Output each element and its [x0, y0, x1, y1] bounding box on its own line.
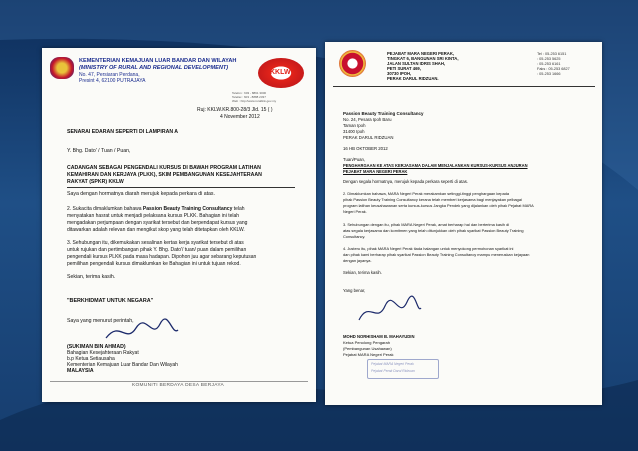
- paragraph-2-line-3: program latihan keusahawanan serta kursus-kursus Jangka Pendek yang dijalankan oleh pihak Pejabat MARA: [343, 203, 534, 208]
- yours-truly: Yang benar,: [343, 288, 366, 293]
- motto: "BERKHIDMAT UNTUK NEGARA": [67, 298, 154, 304]
- org-line-6: PERAK DARUL RIDZUAN.: [387, 76, 439, 81]
- footer-divider: [50, 381, 308, 382]
- signatory-dept: Bahagian Kesejahteraan Rakyat: [67, 350, 139, 356]
- paragraph-2-tail: telah: [233, 206, 245, 212]
- paragraph-3-line-2: atas segala kerjasama dan komitmen yang telah ditunjukkan oleh pihak syarikat Passion Beauty Training: [343, 228, 524, 233]
- signature-icon: [355, 294, 425, 328]
- signatory-office: Pejabat MARA Negeri Perak: [343, 352, 394, 357]
- greeting: Dengan segala hormatnya, merujuk kepada perkara seperti di atas.: [343, 179, 468, 184]
- signatory-name: (SUKIMAN BIN AHMAD): [67, 344, 126, 350]
- reference-number: Ruj: KKLW.KR.800-28/3 Jld. 15 ( ): [197, 107, 273, 113]
- letter-date: 4 November 2012: [220, 114, 260, 120]
- signatory-ministry: Kementerian Kemajuan Luar Bandar Dan Wilayah: [67, 362, 178, 368]
- paragraph-2-line-4: Negeri Perak.: [343, 209, 367, 214]
- ministry-fax: Telefax : 603 - 8888 2337: [232, 95, 266, 99]
- ministry-letter: [42, 48, 316, 402]
- paragraph-3-line-4: pemilihan pengendali kursus dimaklumkan ke Bahagian ini untuk tujuan rekod.: [67, 261, 241, 267]
- subject-line-2: PEJABAT MARA NEGERI PERAK: [343, 169, 408, 174]
- paragraph-3-line-2: untuk rujukan dan pertimbangan pihak Y. Bhg. Dato'/ tuan/ puan dalam pemilihan: [67, 247, 247, 253]
- ministry-name-en: (MINISTRY OF RURAL AND REGIONAL DEVELOPMENT): [79, 65, 229, 71]
- company-name: Passion Beauty Training Consultancy: [142, 206, 233, 212]
- ministry-name: KEMENTERIAN KEMAJUAN LUAR BANDAR DAN WILAYAH: [79, 58, 237, 64]
- signatory-role: Ketua Penolong Pengarah: [343, 340, 390, 345]
- recipient-name: Passion Beauty Training Consultancy: [343, 111, 424, 116]
- paragraph-3-line-1: 3. Sehubungan itu, dikemukakan sesalinan kertas kerja syarikat tersebut di atas: [67, 240, 244, 246]
- ministry-address-1: No. 47, Persiaran Perdana,: [79, 72, 140, 78]
- paragraph-4-line-3: dengan jayanya.: [343, 258, 372, 263]
- mara-logo-icon: [339, 50, 366, 77]
- paragraph-2-line-1: 2. Dimaklumkan bahawa, MARA Negeri Perak merakamkan setinggi-tinggi penghargaan kepada: [343, 191, 510, 196]
- signature-icon: [102, 318, 182, 346]
- recipient-address-3: 31400 Ipoh: [343, 129, 365, 134]
- paragraph-3-line-3: Consultancy.: [343, 234, 366, 239]
- paragraph-4-line-2: dan pihak kami berharap pihak syarikat Passion Beauty Training Consultancy mampu meneruskan kejayaan: [343, 252, 530, 257]
- contact-fax-2: : 05-253 1666: [537, 72, 561, 76]
- salutation: Y. Bhg. Dato' / Tuan / Puan,: [67, 148, 131, 154]
- signatory-unit: (Pembangunan Usahawan): [343, 346, 392, 351]
- paragraph-3-line-1: 3. Sehubungan dengan itu, pihak MARA Negeri Perak, amat berharap hal dan berterima kasih di: [343, 222, 510, 227]
- paragraph-4-line-1: 4. Justeru itu, pihak MARA Negeri Perak tiada halangan untuk menyokong permohonan syarikat ini: [343, 246, 514, 251]
- contact-tel-1: Tel : 05-253 6151: [537, 52, 567, 56]
- org-line-3: JALAN SULTAN IDRIS SHAH,: [387, 61, 446, 66]
- contact-tel-3: : 05-253 6161: [537, 62, 561, 66]
- obedient: Saya yang menurut perintah,: [67, 318, 134, 324]
- subject-line-1: PENGHARGAAN KE ATAS KERJASAMA DALAM MENJALANKAN KURSUS-KURSUS ANJURAN: [343, 163, 528, 168]
- stamp-line-2: Pejabat Perak Darul Ridzuan: [371, 369, 415, 373]
- subject-divider: [67, 187, 295, 188]
- paragraph-3-line-3: pengendali kursus PLKK pada masa hadapan. Dipohon juu agar sebarang keputusan: [67, 254, 257, 260]
- distribution-list: SENARAI EDARAN SEPERTI DI LAMPIRAN A: [67, 129, 179, 135]
- greeting: Saya dengan hormatnya diarah merujuk kepada perkara di atas.: [67, 191, 215, 197]
- org-line-1: PEJABAT MARA NEGERI PERAK,: [387, 51, 455, 56]
- paragraph-2-line-2: pihak Passion Beauty Training Consultancy kerana telah memberi kerjasama bagi menjayakan pelbagai: [343, 197, 522, 202]
- org-line-5: 30730 IPOH,: [387, 71, 412, 76]
- paragraph-2-line-1: [67, 207, 245, 212]
- recipient-address-2: Taman Ipoh: [343, 123, 366, 128]
- paragraph-2-line-4: ditawarkan adalah relevan dan mengikut skop yang telah ditetapkan oleh KKLW.: [67, 227, 245, 233]
- contact-fax-1: Faks : 05-253 6827: [537, 67, 570, 71]
- recipient-address-1: No. 24, Pesara Ipoh Baru: [343, 117, 392, 122]
- salutation: Tuan/Puan,: [343, 157, 366, 162]
- signatory-country: MALAYSIA: [67, 368, 94, 374]
- subject-line-2: KEMAHIRAN DAN KERJAYA (PLKK), SKIM PEMBANGUNAN KESEJAHTERAAN: [67, 172, 262, 178]
- mara-letter: [325, 42, 602, 405]
- subject-line-3: RAKYAT (SPKR) KKLW: [67, 179, 124, 185]
- closing: Sekian, terima kasih.: [67, 274, 116, 280]
- stamp-line-1: Pejabat MARA Negeri Perak: [371, 362, 414, 366]
- ministry-address-2: Presint 4, 62100 PUTRAJAYA: [79, 78, 146, 84]
- paragraph-2-intro: 2. Sukacita dimaklumkan bahawa: [67, 206, 142, 212]
- contact-tel-2: : 05-253 5625: [537, 57, 561, 61]
- header-divider: [333, 86, 595, 87]
- org-line-2: TINGKAT 6, BANGUNAN SRI KINTA,: [387, 56, 459, 61]
- closing: Sekian, terima kasih.: [343, 270, 382, 275]
- paragraph-2-line-2: menyatakan hasrat untuk menjadi pelaksana kursus PLKK. Bahagian ini telah: [67, 213, 240, 219]
- paragraph-2-line-3: mengadakan perjumpaan dengan syarikat tersebut dan berpendapat kursus yang: [67, 220, 248, 226]
- subject-line-1: CADANGAN SEBAGAI PENGENDALI KURSUS DI BAWAH PROGRAM LATIHAN: [67, 165, 261, 171]
- malaysia-crest-icon: [50, 57, 74, 79]
- letter-date: 16 HB OKTOBER 2012: [343, 146, 388, 151]
- kklw-logo-text: KKLW: [270, 69, 291, 76]
- official-stamp: [367, 359, 439, 379]
- footer-slogan: KOMUNITI BERDAYA DESA BERJAYA: [132, 383, 225, 388]
- ministry-web: Web : http://www.rurallink.gov.my: [232, 99, 277, 103]
- ministry-tel: Telefon : 603 - 8891 3000: [232, 91, 267, 95]
- recipient-address-4: PERAK DARUL RIDZUAN: [343, 135, 394, 140]
- org-line-4: PETI SURAT 469,: [387, 66, 421, 71]
- signatory-name: MOHD NORHISHAM B. MAHAYUDIN: [343, 334, 415, 339]
- signatory-role: b.p Ketua Setiausaha: [67, 356, 115, 362]
